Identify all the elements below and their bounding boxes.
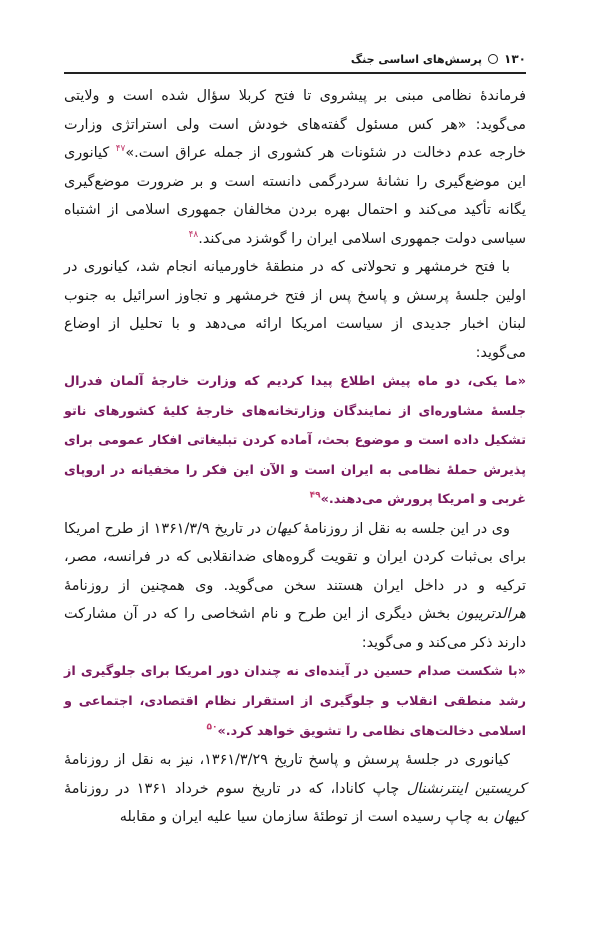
footnote-ref-49[interactable]: ۴۹ <box>309 491 321 502</box>
paragraph-3 <box>64 515 526 658</box>
quote-1-text: «ما یکی، دو ماه پیش اطلاع پیدا کردیم که وزارت خارجهٔ آلمان فدرال جلسهٔ مشاوره‌ای از نمایندگان وزارتخانه‌های خارجهٔ کلیهٔ کشورهای ناتو تشکیل داده است و موضوع بحث، آماده کردن تبلیغاتی افکار عمومی برای پذیرش حملهٔ نظامی به ایران است و الآن این فکر را مخفیانه در اروپای غربی و امریکا پرورش می‌دهند.» <box>64 374 526 508</box>
paragraph-4-text-a: کیانوری در جلسهٔ پرسش و پاسخ تاریخ ۱۳۶۱/۳/۲۹، نیز به نقل از روزنامهٔ <box>64 752 510 769</box>
circle-bullet-icon <box>488 54 498 64</box>
paragraph-2: با فتح خرمشهر و تحولاتی که در منطقهٔ خاورمیانه انجام شد، کیانوری در اولین جلسهٔ پرسش و پاسخ پس از فتح خرمشهر و تجاوز اسرائیل به جنوب لبنان اخبار جدیدی از سیاست امریکا ارائه می‌دهد و با تحلیل از اوضاع می‌گوید: <box>64 259 526 361</box>
paragraph-3-text-b: در تاریخ ۱۳۶۱/۳/۹ از طرح امریکا برای بی‌ثبات کردن ایران و تقویت گروه‌های ضدانقلابی که در فرانسه، مصر، ترکیه و در داخل ایران هستند سخن می‌گوید. وی همچنین از روزنامهٔ <box>64 520 526 594</box>
paragraph-1-text-b: کیانوری این موضع‌گیری را نشانهٔ سردرگمی دانسته است و بر ضرورت موضع‌گیری یگانه تأکید می‌کند و احتمال بهره بردن مخالفان جمهوری اسلامی از اشتباه سیاسی دولت جمهوری اسلامی ایران را گوشزد می‌کند. <box>64 145 526 247</box>
newspaper-name-kayhan-2: کیهان <box>493 809 526 826</box>
newspaper-name-christian-international: کریستین اینترنشنال <box>406 780 526 797</box>
paragraph-1-text-a: فرماندهٔ نظامی مبنی بر پیشروی تا فتح کربلا سؤال شده است و ولایتی می‌گوید: «هر کس مسئول گفته‌های خودش است ولی استراتژی وزارت خارجه عدم دخالت در شئونات هر کشوری از جمله عراق است.» <box>64 88 526 161</box>
paragraph-1 <box>64 82 526 253</box>
running-title: پرسش‌های اساسی جنگ <box>350 52 483 66</box>
quote-1 <box>64 367 526 515</box>
paragraph-3-text-c: بخش دیگری از این طرح و نام اشخاصی را که در آن مشارکت دارند ذکر می‌کند و می‌گوید: <box>64 606 526 651</box>
quote-2 <box>64 657 526 746</box>
page-header <box>64 46 526 74</box>
page-number: ۱۳۰ <box>504 52 526 66</box>
paragraph-4-text-c: به چاپ رسیده است از توطئهٔ سازمان سیا علیه ایران و مقابله <box>119 809 494 826</box>
newspaper-name-kayhan: کیهان <box>265 520 299 537</box>
page-body <box>64 82 526 832</box>
quote-2-text: «با شکست صدام حسین در آینده‌ای نه چندان دور امریکا برای جلوگیری از رشد منطقی انقلاب و جلوگیری از استقرار نظام اقتصادی، اجتماعی و اسلامی دخالت‌های نظامی را تشویق خواهد کرد.» <box>64 664 526 739</box>
footnote-ref-48[interactable]: ۴۸ <box>188 229 199 240</box>
footnote-ref-50[interactable]: ۵۰ <box>206 722 218 733</box>
paragraph-3-text-a: وی در این جلسه به نقل از روزنامهٔ <box>298 520 510 537</box>
footnote-ref-47[interactable]: ۴۷ <box>115 144 126 155</box>
newspaper-name-herald-tribune: هرالدتریبون <box>456 606 526 623</box>
paragraph-4-text-b: چاپ کانادا، که در تاریخ سوم خرداد ۱۳۶۱ در روزنامهٔ <box>64 780 407 797</box>
paragraph-4 <box>64 746 526 832</box>
